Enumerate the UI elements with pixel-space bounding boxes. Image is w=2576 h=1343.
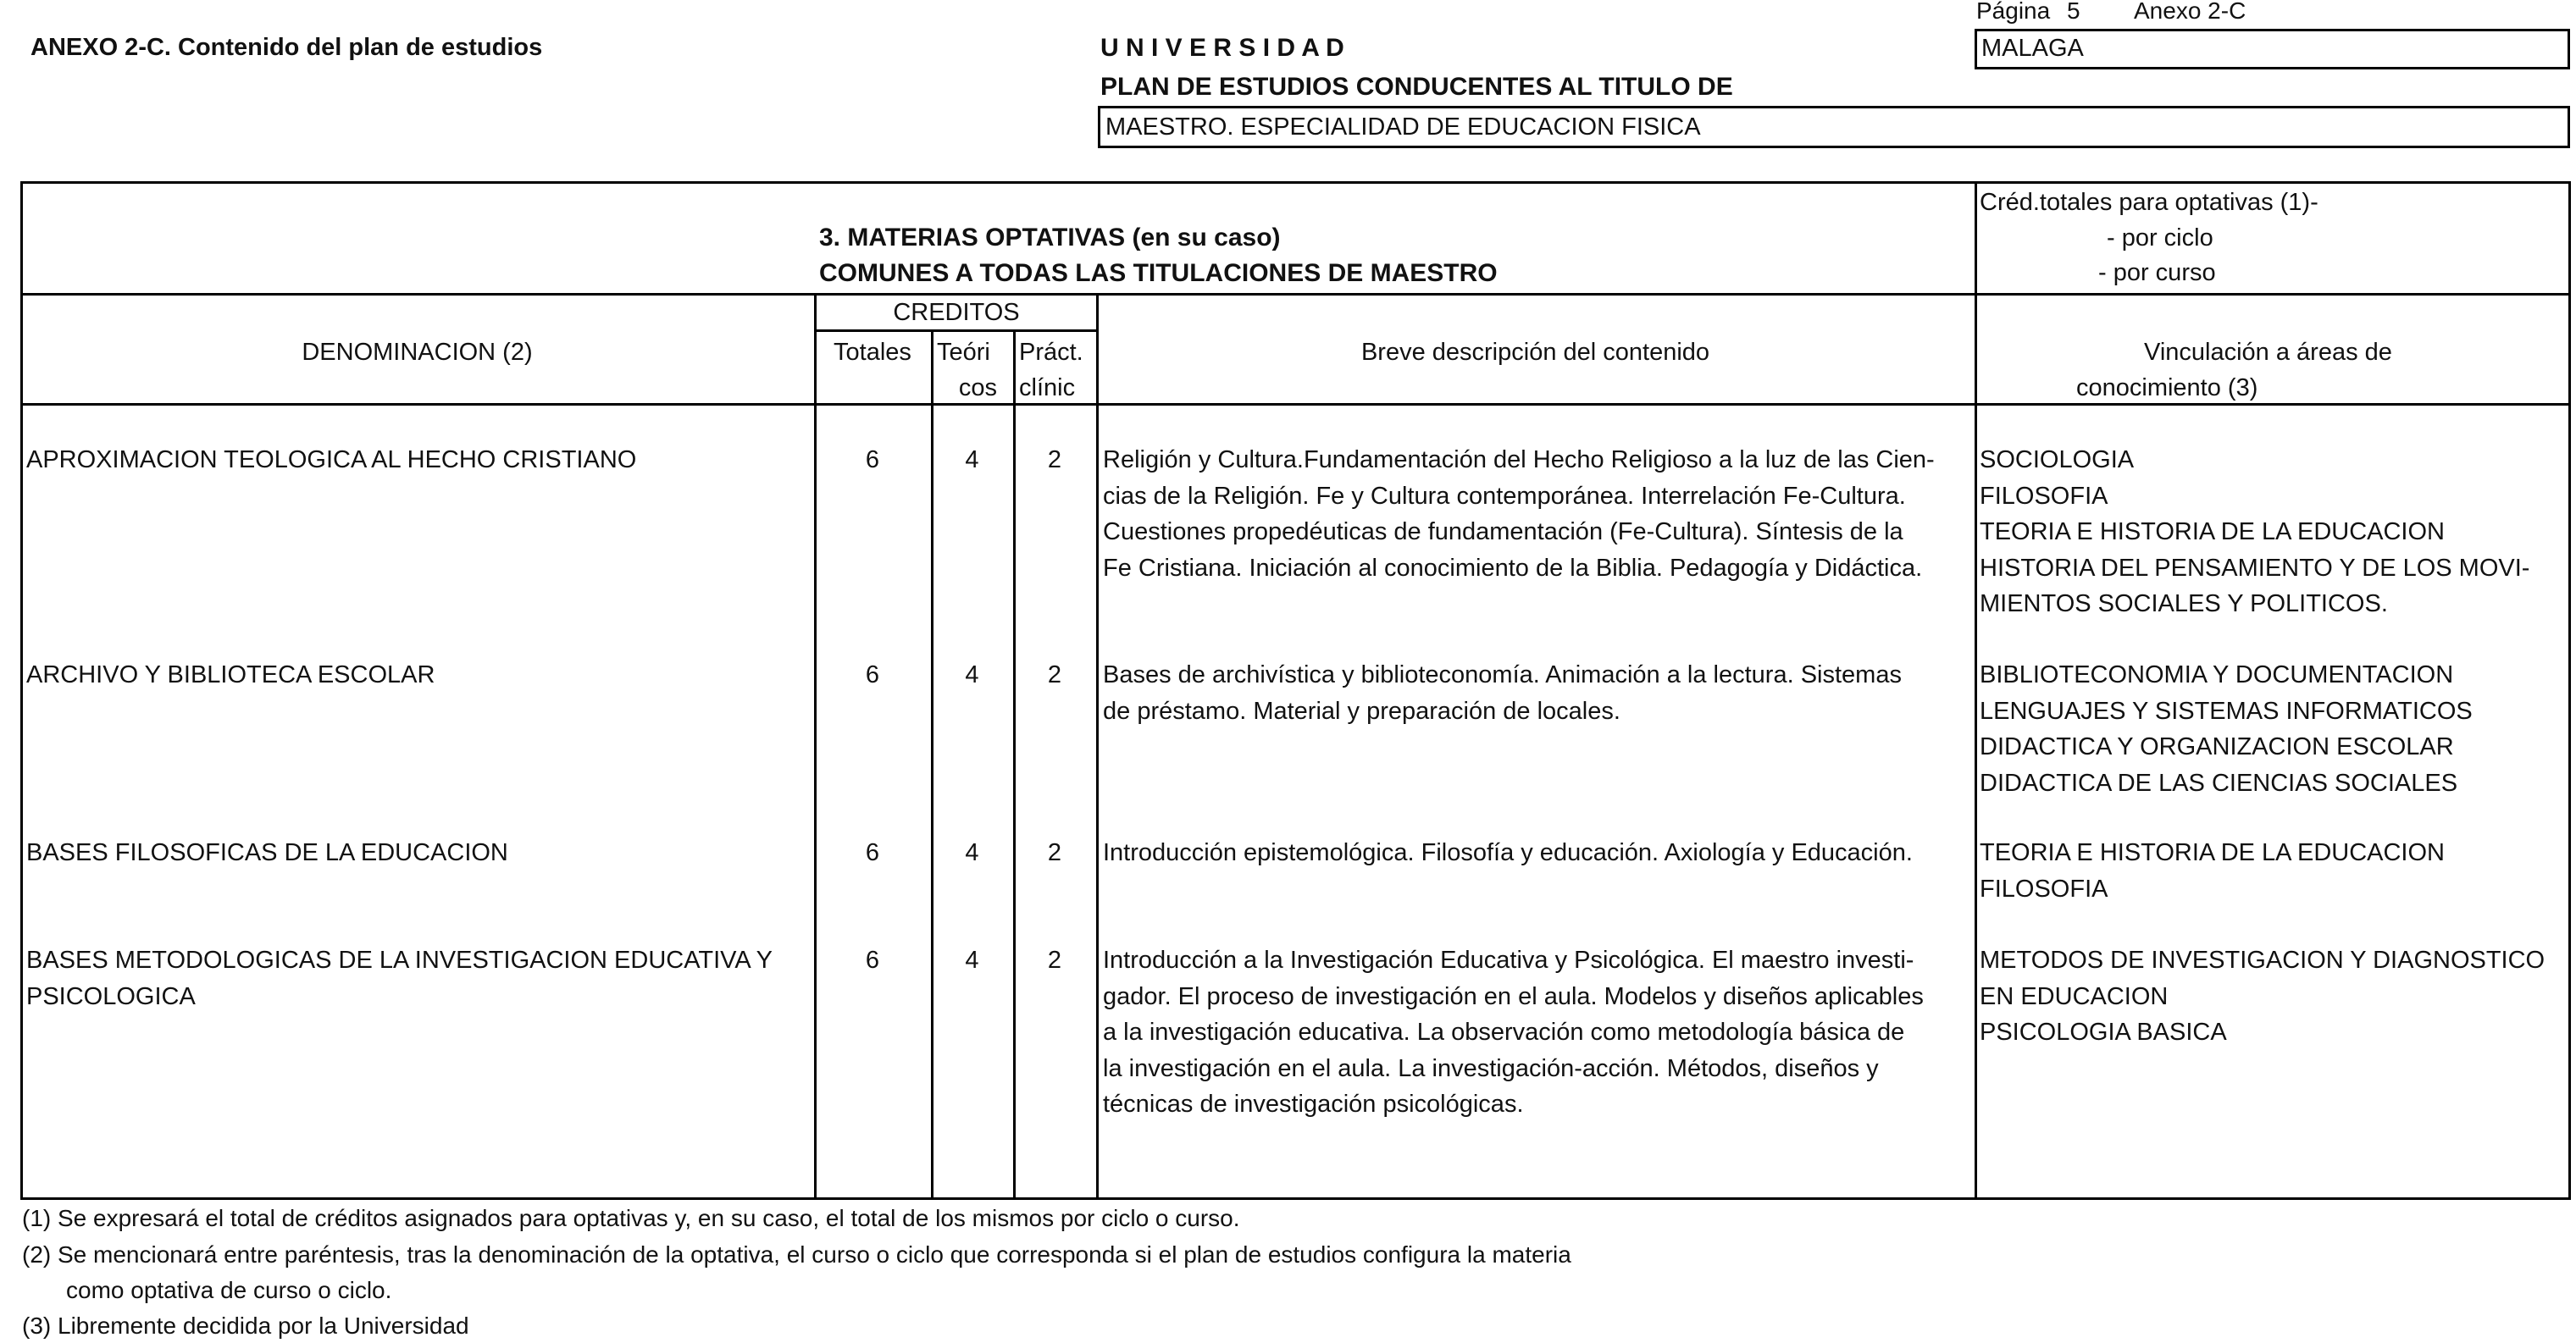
description-line: Bases de archivística y biblioteconomía. Animación a la lectura. Sistemas	[1103, 661, 1902, 688]
col-header-vinculacion-2: conocimiento (3)	[2076, 374, 2258, 401]
credits-note-curso: - por curso	[2098, 259, 2216, 286]
col-header-teoricos-1: Teóri	[937, 339, 990, 366]
annex-ref: Anexo 2-C	[2134, 0, 2246, 24]
area-line: BIBLIOTECONOMIA Y DOCUMENTACION	[1980, 661, 2454, 688]
university-value: MALAGA	[1981, 35, 2084, 62]
knowledge-areas	[1980, 835, 2445, 907]
col-divider-vinculacion	[1975, 181, 1977, 1200]
area-line: DIDACTICA DE LAS CIENCIAS SOCIALES	[1980, 769, 2458, 797]
knowledge-areas	[1980, 942, 2545, 1051]
subject-name-line: BASES METODOLOGICAS DE LA INVESTIGACION EDUCATIVA Y	[26, 947, 773, 974]
page-label: Página	[1976, 0, 2051, 24]
credits-practicos: 2	[1047, 661, 1062, 688]
area-line: EN EDUCACION	[1980, 982, 2169, 1010]
section-title: 3. MATERIAS OPTATIVAS (en su caso)	[819, 224, 1281, 251]
credits-totales: 6	[865, 947, 880, 974]
col-header-practicos-1: Práct.	[1019, 339, 1083, 366]
area-line: PSICOLOGIA BASICA	[1980, 1019, 2227, 1046]
description-line: Religión y Cultura.Fundamentación del Hecho Religioso a la luz de las Cien-	[1103, 446, 1935, 473]
credits-totales: 6	[865, 446, 880, 473]
col-divider-credits-left	[814, 293, 817, 1200]
subject-name	[26, 942, 773, 1014]
area-line: HISTORIA DEL PENSAMIENTO Y DE LOS MOVI-	[1980, 554, 2530, 582]
subject-name-line: PSICOLOGICA	[26, 982, 196, 1010]
description-line: a la investigación educativa. La observación como metodología básica de	[1103, 1019, 1905, 1046]
area-line: SOCIOLOGIA	[1980, 446, 2135, 473]
description-line: la investigación en el aula. La investigación-acción. Métodos, diseños y	[1103, 1054, 1879, 1082]
credits-teoricos: 4	[965, 839, 979, 866]
footnote-3: (3) Libremente decidida por la Universidad	[22, 1313, 469, 1339]
description-line: cias de la Religión. Fe y Cultura contemporánea. Interrelación Fe-Cultura.	[1103, 482, 1906, 510]
area-line: FILOSOFIA	[1980, 482, 2108, 510]
plan-label: PLAN DE ESTUDIOS CONDUCENTES AL TITULO DE	[1100, 73, 1733, 101]
description-line: técnicas de investigación psicológicas.	[1103, 1091, 1524, 1118]
credits-teoricos: 4	[965, 446, 979, 473]
col-header-teoricos-2: cos	[958, 374, 997, 401]
area-line: TEORIA E HISTORIA DE LA EDUCACION	[1980, 839, 2445, 866]
credits-note-ciclo: - por ciclo	[2107, 224, 2213, 251]
col-header-descripcion: Breve descripción del contenido	[1360, 339, 1710, 366]
degree-value: MAESTRO. ESPECIALIDAD DE EDUCACION FISICA	[1105, 113, 1701, 141]
area-line: DIDACTICA Y ORGANIZACION ESCOLAR	[1980, 733, 2454, 760]
credits-teoricos: 4	[965, 661, 979, 688]
credits-practicos: 2	[1047, 947, 1062, 974]
section-header-divider	[20, 293, 2571, 296]
credits-teoricos: 4	[965, 947, 979, 974]
col-header-totales: Totales	[834, 339, 911, 366]
subject-name: ARCHIVO Y BIBLIOTECA ESCOLAR	[26, 661, 435, 688]
knowledge-areas	[1980, 657, 2473, 801]
col-header-practicos-2: clínic	[1019, 374, 1076, 401]
description-line: Introducción a la Investigación Educativa y Psicológica. El maestro investi-	[1103, 947, 1914, 974]
area-line: METODOS DE INVESTIGACION Y DIAGNOSTICO	[1980, 947, 2546, 974]
subject-name: BASES FILOSOFICAS DE LA EDUCACION	[26, 839, 508, 866]
credits-totales: 6	[865, 839, 880, 866]
credits-practicos: 2	[1047, 839, 1062, 866]
subject-name: APROXIMACION TEOLOGICA AL HECHO CRISTIANO	[26, 446, 637, 473]
col-divider-descripcion	[1096, 293, 1099, 1200]
content-description	[1103, 442, 1935, 586]
content-description	[1103, 657, 1902, 729]
credits-note-total: Créd.totales para optativas (1)-	[1980, 189, 2318, 216]
footnote-2-continuation: como optativa de curso o ciclo.	[66, 1277, 392, 1303]
university-label: U N I V E R S I D A D	[1100, 34, 1344, 62]
area-line: FILOSOFIA	[1980, 875, 2108, 903]
description-line: de préstamo. Material y preparación de locales.	[1103, 697, 1620, 725]
col-header-denominacion: DENOMINACION (2)	[302, 339, 533, 366]
description-line: Introducción epistemológica. Filosofía y educación. Axiología y Educación.	[1103, 839, 1913, 866]
footnote-1: (1) Se expresará el total de créditos asignados para optativas y, en su caso, el total de los mismos por ciclo o curso.	[22, 1205, 1240, 1231]
description-line: gador. El proceso de investigación en el aula. Modelos y diseños aplicables	[1103, 982, 1924, 1010]
section-subtitle: COMUNES A TODAS LAS TITULACIONES DE MAESTRO	[819, 259, 1498, 287]
annex-title: ANEXO 2-C. Contenido del plan de estudios	[30, 34, 543, 61]
col-header-vinculacion-1: Vinculación a áreas de	[2144, 339, 2392, 366]
credits-totales: 6	[865, 661, 880, 688]
description-line: Fe Cristiana. Iniciación al conocimiento de la Biblia. Pedagogía y Didáctica.	[1103, 554, 1923, 582]
col-header-creditos: CREDITOS	[893, 299, 1020, 326]
area-line: LENGUAJES Y SISTEMAS INFORMATICOS	[1980, 697, 2473, 725]
area-line: MIENTOS SOCIALES Y POLITICOS.	[1980, 590, 2388, 617]
knowledge-areas	[1980, 442, 2529, 622]
footnote-2: (2) Se mencionará entre paréntesis, tras la denominación de la optativa, el curso o ciclo que corresponda si el plan de estudios configura la materia	[22, 1241, 1571, 1268]
area-line: TEORIA E HISTORIA DE LA EDUCACION	[1980, 518, 2445, 545]
description-line: Cuestiones propedéuticas de fundamentación (Fe-Cultura). Síntesis de la	[1103, 518, 1903, 545]
content-description	[1103, 835, 1913, 871]
page-number: 5	[2067, 0, 2080, 24]
content-description	[1103, 942, 1924, 1123]
credits-practicos: 2	[1047, 446, 1062, 473]
